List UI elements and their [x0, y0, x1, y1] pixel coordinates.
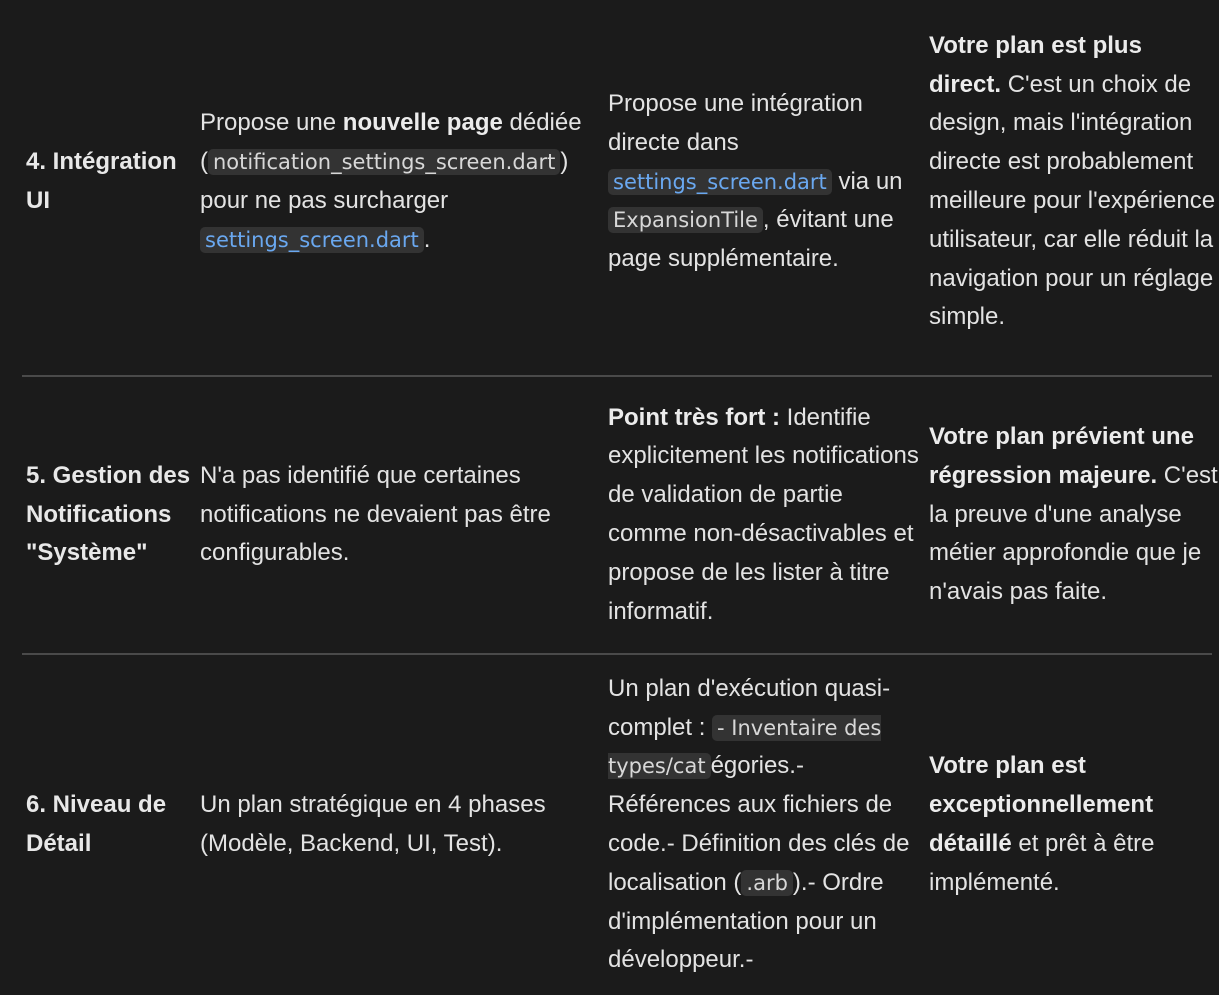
file-link[interactable]: settings_screen.dart	[608, 169, 832, 195]
plan-a-cell	[200, 0, 600, 376]
text-span: ) pour ne pas surcharger	[200, 148, 569, 214]
text-span: Propose une intégration directe dans	[608, 90, 863, 156]
plan-b-cell	[608, 376, 926, 654]
inline-code: notification_settings_screen.dart	[208, 149, 560, 175]
bold-span: Point très fort :	[608, 403, 780, 431]
text-span: C'est la preuve d'une analyse métier approfondie que je n'avais pas faite.	[929, 461, 1218, 606]
plan-a-text	[200, 457, 600, 573]
text-span: .	[423, 225, 431, 253]
verdict-cell	[929, 0, 1219, 376]
criterion-label: 4. Intégration UI	[26, 148, 177, 214]
inline-code: - Inventaire des types/cat	[608, 715, 882, 779]
verdict-text	[929, 747, 1219, 902]
text-span: égories.- Références aux fichiers de code.- Définition des clés de localisation (	[608, 752, 910, 896]
plan-b-text	[608, 399, 926, 632]
table-row	[22, 376, 1218, 654]
text-span: Un plan stratégique en 4 phases (Modèle, Backend, UI, Test).	[200, 791, 546, 857]
text-span: Identifie explicitement les notifications de validation de partie comme non-désactivables et propose de les lister à titre informatif.	[608, 403, 919, 625]
verdict-cell	[929, 376, 1219, 654]
plan-b-cell	[608, 655, 926, 995]
bold-span: Votre plan est plus direct.	[929, 31, 1142, 98]
text-span: C'est un choix de design, mais l'intégration directe est probablement meilleure pour l'expérience utilisateur, car elle réduit la navigation pour un réglage simple.	[929, 70, 1216, 331]
text-span: et prêt à être implémenté.	[929, 830, 1155, 896]
bold-span: Votre plan prévient une régression majeure.	[929, 423, 1194, 489]
plan-a-text	[200, 104, 600, 259]
text-span: N'a pas identifié que certaines notifications ne devaient pas être configurables.	[200, 461, 551, 567]
criterion-label: 5. Gestion des Notifications "Système"	[26, 461, 191, 567]
text-span: via un	[831, 167, 903, 195]
plan-a-text	[200, 786, 600, 864]
text-span: dédiée (	[200, 109, 582, 176]
criterion-label: 6. Niveau de Détail	[26, 791, 167, 857]
plan-a-cell	[200, 655, 600, 995]
verdict-text	[929, 418, 1219, 612]
text-span: ).- Ordre d'implémentation pour un développeur.-	[608, 868, 884, 974]
text-span: Un plan d'exécution quasi-complet :	[608, 674, 891, 741]
criterion-cell	[26, 655, 198, 995]
bold-span: nouvelle page	[342, 109, 503, 137]
table-row	[22, 0, 1216, 376]
plan-b-text	[608, 85, 926, 279]
file-link[interactable]: settings_screen.dart	[200, 227, 424, 253]
text-span: Propose une	[200, 109, 343, 137]
verdict-text	[929, 27, 1219, 337]
inline-code: ExpansionTile	[608, 207, 763, 233]
plan-a-cell	[200, 376, 600, 654]
bold-span: Votre plan est exceptionnellement détaillé	[929, 752, 1154, 857]
plan-b-text	[608, 670, 926, 980]
table-row	[22, 655, 1212, 995]
text-span: , évitant une page supplémentaire.	[608, 206, 894, 273]
plan-b-cell	[608, 0, 926, 376]
inline-code: .arb	[741, 870, 793, 896]
criterion-cell	[26, 376, 198, 654]
criterion-cell	[26, 0, 198, 376]
verdict-cell	[929, 655, 1219, 995]
